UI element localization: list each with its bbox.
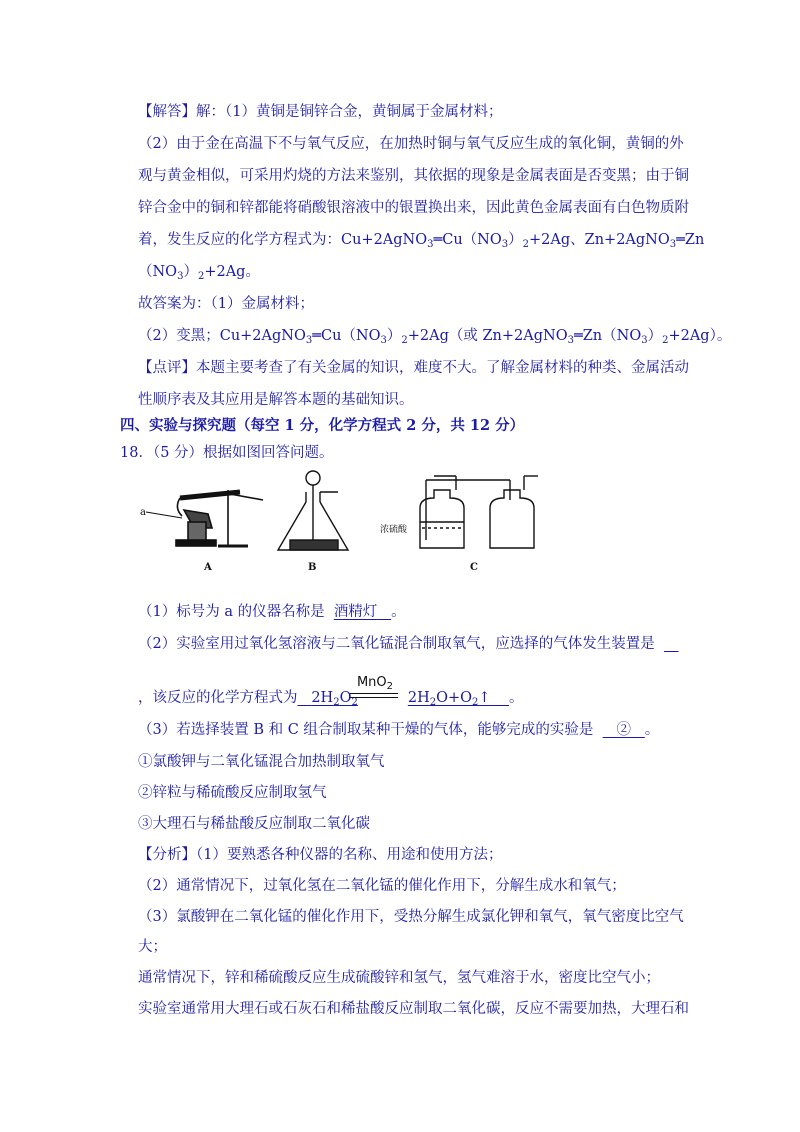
analysis-line-5: 通常情况下，锌和稀硫酸反应生成硫酸锌和氢气，氢气难溶于水，密度比空气小； [138,970,660,986]
analysis-line-3: （3）氯酸钾在二氧化锰的催化作用下，受热分解生成氯化钾和氧气，氧气密度比空气 [138,909,684,925]
label-a: a [140,507,146,518]
option-1: ①氯酸钾与二氧化锰混合加热制取氧气 [138,754,385,770]
equation-catalyst: MnO$_2$ [356,675,394,692]
apparatus-B [278,471,348,550]
q1-answer: 酒精灯 [333,604,378,620]
label-B: B [308,562,317,573]
comment-tag: 【点评】 [138,360,196,376]
analysis-line-2: （2）通常情况下，过氧化氢在二氧化锰的催化作用下，分解生成水和氧气； [138,878,626,894]
answer-line-5: 着，发生反应的化学方程式为：$Cu+2AgNO_3═Cu(NO_3)_2+2Ag$、Zn+2AgNO$_3$═Zn [138,232,705,250]
label-C: C [470,562,478,573]
analysis-line-4: 大； [138,939,167,955]
answer-line-4: 锌合金中的铜和锌都能将硝酸银溶液中的银置换出来，因此黄色金属表面有白色物质附 [138,200,689,216]
analysis-tag: 【分析】 [138,847,196,863]
q2-blank: __ [663,636,679,652]
analysis-line-6: 实验室通常用大理石或石灰石和稀盐酸反应制取二氧化碳，反应不需要加热，大理石和 [138,1001,689,1017]
apparatus-figure [138,470,538,582]
answer-tag: 【解答】 [138,104,196,120]
label-conc-sulfuric-acid: 浓硫酸 [380,525,408,535]
q2b-line: ，该反应的化学方程式为 $2H_2O_2$ $2H_2O+O_2↑$ 。 [138,690,524,708]
q3-line: （3）若选择装置 B 和 C 组合制取某种干燥的气体，能够完成的实验是 ② 。 [138,722,660,738]
option-3: ③大理石与稀盐酸反应制取二氧化碳 [138,816,370,832]
q1-line: （1）标号为 a 的仪器名称是 酒精灯 。 [138,604,406,620]
q2-line: （2）实验室用过氧化氢溶液与二氧化锰混合制取氧气，应选择的气体发生装置是 __ [138,636,679,652]
apparatus-A [146,490,263,546]
answer-line-2: （2）由于金在高温下不与氧气反应，在加热时铜与氧气反应生成的氧化铜，黄铜的外 [138,136,684,152]
question-18-stem: 18．（5 分）根据如图回答问题。 [120,445,334,461]
analysis-line-1: 【分析】（1）要熟悉各种仪器的名称、用途和使用方法； [138,847,503,863]
answer-line-6: $(NO_3)_2+2Ag$。 [138,264,260,282]
answer-line-3: 观与黄金相似，可采用灼烧的方法来鉴别，其依据的现象是金属表面是否变黑；由于铜 [138,168,689,184]
q3-answer: ② [616,722,631,738]
section-title: 四、实验与探究题（每空 1 分，化学方程式 2 分，共 12 分） [120,417,525,434]
option-2: ②锌粒与稀硫酸反应制取氢气 [138,785,327,801]
answer-summary-2: （2）变黑；$Cu+2AgNO_3═Cu(NO_3)_2+2Ag$（或 $Zn+2AgNO_3═Zn(NO_3)_2+2Ag$）。 [138,328,732,346]
apparatus-C [420,476,538,548]
label-A: A [204,562,212,573]
answer-line-1: 【解答】解：（1）黄铜是铜锌合金，黄铜属于金属材料； [138,104,503,120]
answer-summary: 故答案为：（1）金属材料； [138,296,314,312]
comment-line-1: 【点评】本题主要考查了有关金属的知识，难度不大。了解金属材料的种类、金属活动 [138,360,689,376]
comment-line-2: 性顺序表及其应用是解答本题的基础知识。 [138,392,414,408]
